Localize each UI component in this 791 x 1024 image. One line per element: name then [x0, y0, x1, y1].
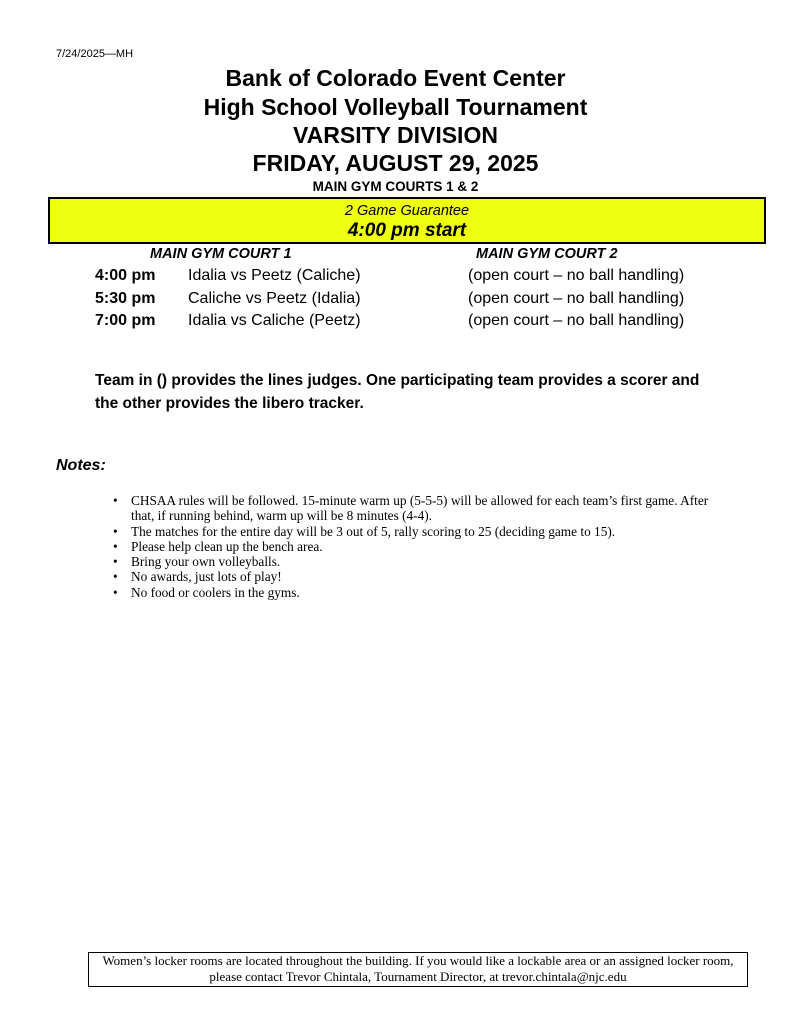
note-item: • Please help clean up the bench area. [113, 538, 323, 554]
note-item: • CHSAA rules will be followed. 15-minute warm up (5-5-5) will be allowed for each team’s first game. After that, if running behind, warm up will be 8 minutes (4-4). [113, 493, 709, 524]
court2-status: (open court – no ball handling) [468, 312, 685, 329]
match-time: 5:30 pm [95, 290, 156, 307]
team-duties-note: Team in () provides the lines judges. One participating team provides a scorer and the other provides the libero tracker. [95, 372, 700, 412]
court2-status: (open court – no ball handling) [468, 290, 685, 307]
notes-list [113, 493, 723, 600]
title-date: FRIDAY, AUGUST 29, 2025 [252, 150, 539, 176]
court2-header: MAIN GYM COURT 2 [476, 246, 618, 262]
note-item: • No food or coolers in the gyms. [113, 584, 300, 600]
bullet-icon: • [113, 554, 118, 570]
guarantee-banner [48, 197, 766, 244]
bullet-icon: • [113, 569, 118, 585]
subtitle-courts: MAIN GYM COURTS 1 & 2 [312, 179, 479, 194]
title-venue: Bank of Colorado Event Center [225, 65, 566, 91]
bullet-icon: • [113, 584, 118, 600]
match-time: 4:00 pm [95, 267, 156, 284]
start-time-text: 4:00 pm start [347, 220, 467, 241]
title-tournament: High School Volleyball Tournament [203, 94, 588, 120]
note-item: • Bring your own volleyballs. [113, 554, 281, 570]
note-item: • No awards, just lots of play! [113, 569, 282, 585]
bullet-icon: • [113, 493, 118, 508]
court1-match: Caliche vs Peetz (Idalia) [188, 290, 361, 307]
locker-room-footer: Women’s locker rooms are located throughout the building. If you would like a lockable area or an assigned locker room, please contact Trevor Chintala, Tournament Director, at trevor.chintala@njc.edu [88, 952, 748, 987]
bullet-icon: • [113, 523, 118, 539]
court1-match: Idalia vs Caliche (Peetz) [188, 312, 361, 329]
date-stamp: 7/24/2025—MH [56, 48, 134, 60]
note-item: • The matches for the entire day will be 3 out of 5, rally scoring to 25 (deciding game to 15). [113, 523, 616, 539]
bullet-icon: • [113, 538, 118, 554]
court1-header: MAIN GYM COURT 1 [150, 246, 292, 262]
notes-heading: Notes: [56, 457, 106, 474]
guarantee-text: 2 Game Guarantee [344, 203, 470, 219]
court1-match: Idalia vs Peetz (Caliche) [188, 267, 361, 284]
court2-status: (open court – no ball handling) [468, 267, 685, 284]
title-division: VARSITY DIVISION [293, 122, 498, 148]
match-time: 7:00 pm [95, 312, 156, 329]
